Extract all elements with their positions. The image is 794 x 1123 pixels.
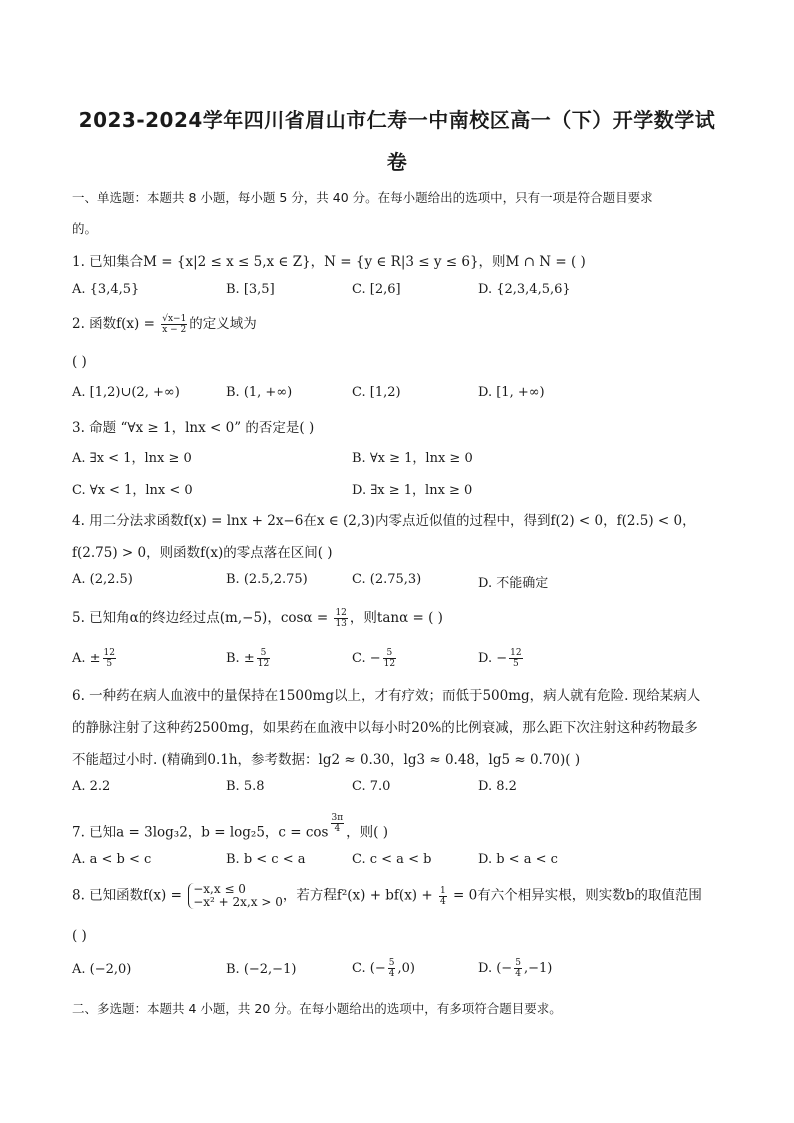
q2-paren: ( )	[72, 354, 87, 370]
q8-paren: ( )	[72, 928, 87, 944]
q2-option-c: C. [1,2)	[352, 385, 401, 400]
q4-stem-line2: f(2.75) > 0，则函数f(x)的零点落在区间( )	[72, 545, 333, 561]
q8-option-b: B. (−2,−1)	[226, 962, 297, 977]
q8-option-d-num: 5	[515, 958, 521, 968]
section1-header-line2: 的。	[72, 221, 98, 236]
q5-fraction	[334, 608, 347, 629]
q8-option-a: A. (−2,0)	[72, 962, 132, 977]
q8-option-d-pre: D. (−	[478, 961, 513, 976]
q5-option-c-fraction	[383, 648, 396, 669]
q2-stem	[72, 312, 257, 335]
q3-stem: 3. 命题 “∀x ≥ 1，lnx < 0” 的否定是( )	[72, 420, 315, 436]
q8-option-d-den: 4	[515, 969, 521, 979]
section2-header: 二、多选题：本题共 4 小题，共 20 分。在每小题给出的选项中，有多项符合题目要求。	[72, 1001, 562, 1016]
q5-option-d-fraction	[509, 648, 522, 669]
section1-header-line1: 一、单选题：本题共 8 小题，每小题 5 分，共 40 分。在每小题给出的选项中，只有一项是符合题目要求	[72, 190, 653, 205]
q8-stem-suffix: = 0有六个相异实根，则实数b的取值范围	[448, 887, 702, 904]
q4-option-d: D. 不能确定	[478, 576, 549, 591]
q6-option-c: C. 7.0	[352, 779, 391, 794]
q3-option-c: C. ∀x < 1，lnx < 0	[72, 483, 193, 498]
q5-frac-den: 13	[335, 619, 347, 629]
q7-stem-suffix: ，则( )	[346, 824, 388, 841]
q8-option-c-den: 4	[388, 969, 395, 979]
q8-frac-num: 1	[439, 885, 446, 896]
q8-option-d-post: ,−1)	[523, 961, 553, 976]
q5-frac-num: 12	[335, 608, 347, 618]
q2-option-b: B. (1, +∞)	[226, 385, 293, 400]
q7-option-a: A. a < b < c	[72, 852, 152, 867]
q5-option-a-num: 12	[103, 648, 115, 658]
q2-option-a: A. [1,2)∪(2, +∞)	[72, 385, 180, 400]
q4-stem-line1: 4. 用二分法求函数f(x) = lnx + 2x−6在x ∈ (2,3)内零点近似值的过程中，得到f(2) < 0，f(2.5) < 0，	[72, 513, 696, 529]
q8-piece-2: −x² + 2x,x > 0	[193, 895, 283, 909]
q2-stem-prefix: 2. 函数f(x) =	[72, 316, 160, 332]
q2-frac-den: x − 2	[162, 325, 187, 335]
q7-option-c: C. c < a < b	[352, 852, 432, 867]
q5-option-b-num: 5	[257, 648, 270, 659]
q5-option-b-den: 12	[257, 659, 270, 669]
q5-option-c	[352, 648, 398, 669]
q1-option-b: B. [3,5]	[226, 282, 275, 297]
q5-option-a-fraction	[103, 648, 116, 669]
q5-option-a-den: 5	[106, 659, 113, 669]
q3-option-d: D. ∃x ≥ 1，lnx ≥ 0	[352, 483, 473, 498]
q8-option-d	[478, 958, 552, 979]
q2-stem-suffix: 的定义域为	[189, 316, 257, 332]
q2-frac-num: √x−1	[162, 314, 187, 324]
q7-option-d: D. b < a < c	[478, 852, 558, 867]
q4-option-a: A. (2,2.5)	[72, 572, 133, 587]
q7-frac-den: 4	[334, 824, 341, 834]
q8-option-c-fraction	[388, 958, 396, 979]
q4-option-b: B. (2.5,2.75)	[226, 572, 308, 587]
q8-option-c-post: ,0)	[397, 961, 415, 976]
q8-stem-prefix: 8. 已知函数f(x) =	[72, 887, 187, 904]
q1-option-d: D. {2,3,4,5,6}	[478, 282, 571, 297]
q6-option-b: B. 5.8	[226, 779, 265, 794]
q5-option-b-fraction	[257, 648, 270, 669]
q2-fraction	[161, 314, 187, 335]
q6-option-d: D. 8.2	[478, 779, 517, 794]
q7-fraction	[331, 813, 345, 834]
q7-stem	[72, 813, 388, 841]
q5-option-c-label: C. −	[352, 651, 381, 666]
q8-option-c	[352, 958, 415, 979]
q5-option-a-label: A. ±	[72, 651, 101, 666]
q7-option-b: B. b < c < a	[226, 852, 306, 867]
q6-option-a: A. 2.2	[72, 779, 111, 794]
q7-frac-num: 3π	[331, 813, 344, 823]
q8-fraction	[439, 886, 447, 907]
q8-option-c-num: 5	[388, 958, 395, 968]
q5-option-a	[72, 648, 118, 669]
q5-option-b-label: B. ±	[226, 651, 255, 666]
q8-stem-mid: ，若方程f²(x) + bf(x) +	[282, 887, 437, 904]
q4-option-c: C. (2.75,3)	[352, 572, 422, 587]
exam-title-line2: 卷	[386, 150, 408, 174]
q6-line2: 的静脉注射了这种药2500mg，如果药在血液中以每小时20%的比例衰减，那么距下次注射这种药物最多	[72, 720, 698, 736]
q1-option-c: C. [2,6]	[352, 282, 401, 297]
q8-piecewise	[188, 883, 283, 909]
q3-option-b: B. ∀x ≥ 1，lnx ≥ 0	[352, 451, 473, 466]
q8-option-d-fraction	[514, 958, 522, 979]
q1-option-a: A. {3,4,5}	[72, 282, 140, 297]
q5-option-d-den: 5	[512, 659, 519, 669]
q1-stem: 1. 已知集合M = {x|2 ≤ x ≤ 5,x ∈ Z}，N = {y ∈ R|3 ≤ y ≤ 6}，则M ∩ N = ( )	[72, 254, 586, 270]
q8-option-c-pre: C. (−	[352, 961, 386, 976]
q8-piece-1: −x,x ≤ 0	[193, 882, 246, 896]
q7-stem-prefix: 7. 已知a = 3log₃2，b = log₂5，c = cos	[72, 824, 329, 841]
q2-option-d: D. [1, +∞)	[478, 385, 545, 400]
q5-option-c-num: 5	[383, 648, 396, 659]
exam-title-line1: 2023-2024学年四川省眉山市仁寿一中南校区高一（下）开学数学试	[78, 108, 716, 132]
q6-line3: 不能超过小时. (精确到0.1h，参考数据：lg2 ≈ 0.30，lg3 ≈ 0.48，lg5 ≈ 0.70)( )	[72, 752, 581, 768]
q8-stem	[72, 883, 702, 909]
q5-option-c-den: 12	[383, 659, 396, 669]
q5-stem	[72, 606, 443, 629]
q6-line1: 6. 一种药在病人血液中的量保持在1500mg以上，才有疗效；而低于500mg，病人就有危险. 现给某病人	[72, 688, 701, 704]
q8-frac-den: 4	[439, 896, 446, 907]
q5-stem-prefix: 5. 已知角α的终边经过点(m,−5)，cosα =	[72, 610, 333, 626]
q5-stem-suffix: ，则tanα = ( )	[349, 610, 443, 626]
q5-option-d-num: 12	[510, 648, 522, 658]
q5-option-b	[226, 648, 272, 669]
q5-option-d	[478, 648, 525, 669]
q5-option-d-label: D. −	[478, 651, 508, 666]
q3-option-a: A. ∃x < 1，lnx ≥ 0	[72, 451, 192, 466]
